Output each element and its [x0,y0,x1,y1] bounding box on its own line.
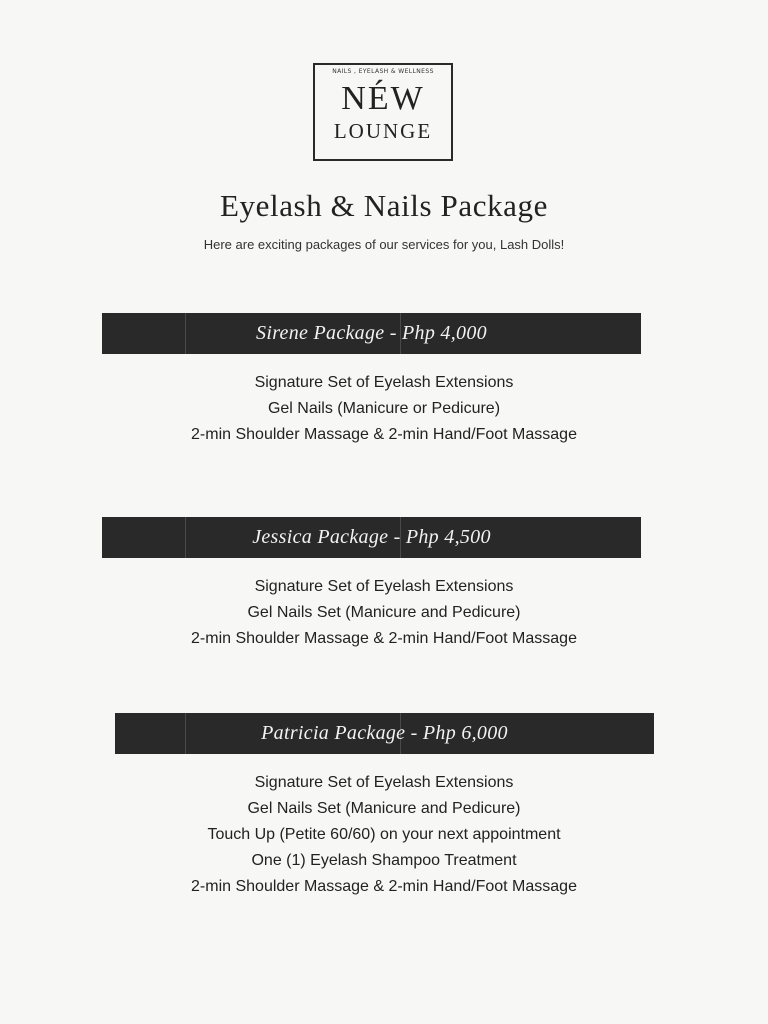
package-title-patricia: Patricia Package - Php 6,000 [261,722,508,744]
list-item: Signature Set of Eyelash Extensions [254,578,514,595]
list-item: One (1) Eyelash Shampoo Treatment [251,852,517,869]
package-banner-jessica [102,517,641,558]
list-item: 2-min Shoulder Massage & 2-min Hand/Foot Massage [191,630,577,647]
page-title: Eyelash & Nails Package [219,188,548,223]
package-items-jessica [0,574,768,652]
list-item: Gel Nails Set (Manicure and Pedicure) [247,604,521,621]
logo-tagline: NAILS , EYELASH & WELLNESS [332,68,434,75]
list-item: Touch Up (Petite 60/60) on your next appointment [207,826,561,843]
list-item: 2-min Shoulder Massage & 2-min Hand/Foot Massage [191,878,577,895]
list-item: Gel Nails (Manicure or Pedicure) [267,400,501,417]
package-items-patricia [0,770,768,900]
brand-logo [313,63,453,161]
package-banner-patricia [115,713,654,754]
list-item: 2-min Shoulder Massage & 2-min Hand/Foot Massage [191,426,577,443]
list-item: Gel Nails Set (Manicure and Pedicure) [247,800,521,817]
page-subtitle: Here are exciting packages of our services for you, Lash Dolls! [203,237,565,252]
list-item: Signature Set of Eyelash Extensions [254,774,514,791]
package-title-sirene: Sirene Package - Php 4,000 [256,322,487,344]
package-title-jessica: Jessica Package - Php 4,500 [252,526,491,548]
logo-name-line1: NÉW [341,80,425,117]
list-item: Signature Set of Eyelash Extensions [254,374,514,391]
package-items-sirene [0,370,768,448]
package-banner-sirene [102,313,641,354]
logo-name-line2: LOUNGE [333,119,433,143]
